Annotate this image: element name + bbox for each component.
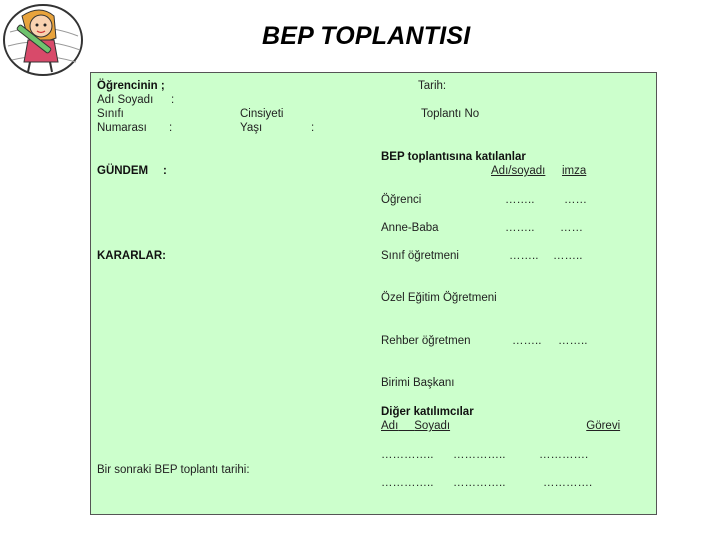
- participant-name-dots: ……..: [505, 194, 535, 206]
- page-title: BEP TOPLANTISI: [262, 22, 471, 50]
- date-label: Tarih:: [418, 80, 447, 92]
- others-col-spacer: [398, 420, 414, 432]
- participant-name-dots: ……..: [505, 222, 535, 234]
- participant-role: Sınıf öğretmeni: [381, 250, 459, 262]
- next-meeting-label: Bir sonraki BEP toplantı tarihi:: [97, 464, 250, 476]
- others-dots: ………….: [543, 477, 593, 489]
- participant-sign-dots: ……: [560, 222, 583, 234]
- others-heading: Diğer katılımcılar: [381, 406, 474, 418]
- others-col-role: Görevi: [586, 420, 621, 432]
- others-dots: …………..: [453, 449, 506, 461]
- others-dots: …………..: [381, 449, 434, 461]
- participant-role: Anne-Baba: [381, 222, 439, 234]
- class-label: Sınıfı: [97, 108, 124, 120]
- others-col-surname: Soyadı: [414, 420, 451, 432]
- bep-meeting-form: [90, 72, 657, 515]
- participant-name-dots: ……..: [509, 250, 539, 262]
- name-label: Adı Soyadı: [97, 94, 154, 106]
- others-dots: …………..: [453, 477, 506, 489]
- participant-role: Özel Eğitim Öğretmeni: [381, 292, 497, 304]
- participant-role: Birimi Başkanı: [381, 377, 455, 389]
- others-dots: …………..: [381, 477, 434, 489]
- participant-sign-dots: ……: [564, 194, 587, 206]
- others-header-row: [381, 420, 620, 433]
- participant-role: Öğrenci: [381, 194, 422, 206]
- girl-with-pencil-logo: [2, 2, 84, 76]
- meeting-no-label: Toplantı No: [421, 108, 480, 120]
- gender-label: Cinsiyeti: [240, 108, 284, 120]
- age-colon: :: [311, 122, 315, 134]
- participant-sign-dots: ……..: [553, 250, 583, 262]
- participant-role: Rehber öğretmen: [381, 335, 471, 347]
- student-heading: Öğrencinin ;: [97, 80, 165, 92]
- number-colon: :: [169, 122, 173, 134]
- col-signature-header: imza: [562, 165, 587, 177]
- agenda-colon: :: [163, 165, 167, 177]
- decisions-label: KARARLAR:: [97, 250, 166, 262]
- number-label: Numarası: [97, 122, 147, 134]
- agenda-label: GÜNDEM: [97, 165, 149, 177]
- col-name-header: Adı/soyadı: [491, 165, 546, 177]
- participant-sign-dots: ……..: [558, 335, 588, 347]
- participants-heading: BEP toplantısına katılanlar: [381, 151, 526, 163]
- others-col-name: Adı: [381, 420, 399, 432]
- others-dots: ………….: [539, 449, 589, 461]
- participant-name-dots: ……..: [512, 335, 542, 347]
- name-colon: :: [171, 94, 175, 106]
- age-label: Yaşı: [240, 122, 263, 134]
